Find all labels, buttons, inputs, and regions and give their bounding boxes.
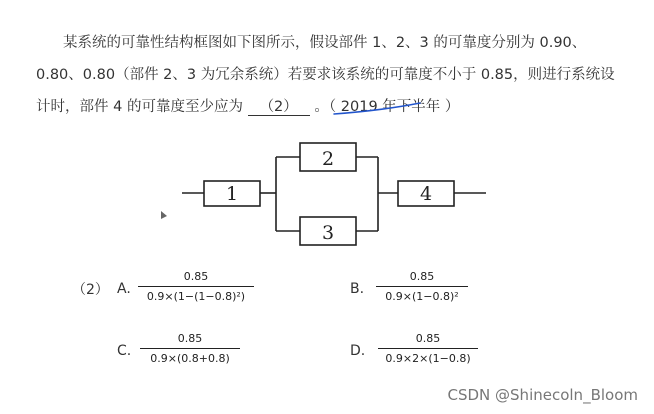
year-note: 2019 年下半年	[340, 99, 441, 115]
answer-blank: （2）	[248, 99, 310, 116]
block-1-label: 1	[225, 183, 239, 205]
option-c-denominator: 0.9×(0.8+0.8)	[150, 352, 230, 365]
option-b-label: B.	[350, 281, 365, 297]
question-text-2: 0.80、0.80（部件 2、3 为冗余系统）若要求该系统的可靠度不小于 0.85，则进行系统设	[36, 67, 615, 83]
option-d-label: D.	[350, 343, 366, 359]
question-text-3-prefix: 计时，部件 4 的可靠度至少应为	[36, 99, 243, 115]
watermark: CSDN @Shinecoln_Bloom	[447, 386, 638, 404]
block-4-label: 4	[419, 183, 433, 205]
option-b-denominator: 0.9×(1−0.8)²	[385, 290, 459, 303]
option-d-fraction	[378, 332, 478, 365]
option-b-fraction	[376, 270, 468, 303]
option-c-fraction	[140, 332, 240, 365]
option-d-numerator: 0.85	[415, 332, 441, 345]
question-text-3-end: ）	[444, 99, 460, 115]
cursor-icon	[161, 211, 167, 219]
option-b-numerator: 0.85	[409, 270, 435, 283]
question-text-1: 某系统的可靠性结构框图如下图所示，假设部件 1、2、3 的可靠度分别为 0.90、	[63, 35, 587, 51]
option-a-numerator: 0.85	[183, 270, 209, 283]
block-3-label: 3	[321, 222, 335, 244]
option-c-numerator: 0.85	[177, 332, 203, 345]
option-d-denominator: 0.9×2×(1−0.8)	[385, 352, 471, 365]
option-a-fraction	[138, 270, 254, 303]
question-number: （2）	[72, 282, 109, 298]
block-2-label: 2	[321, 148, 335, 170]
option-a-label: A.	[117, 281, 131, 297]
question-text-3-mid: 。（	[314, 99, 337, 115]
option-c-label: C.	[117, 343, 132, 359]
option-a-denominator: 0.9×(1−(1−0.8)²)	[146, 290, 246, 303]
